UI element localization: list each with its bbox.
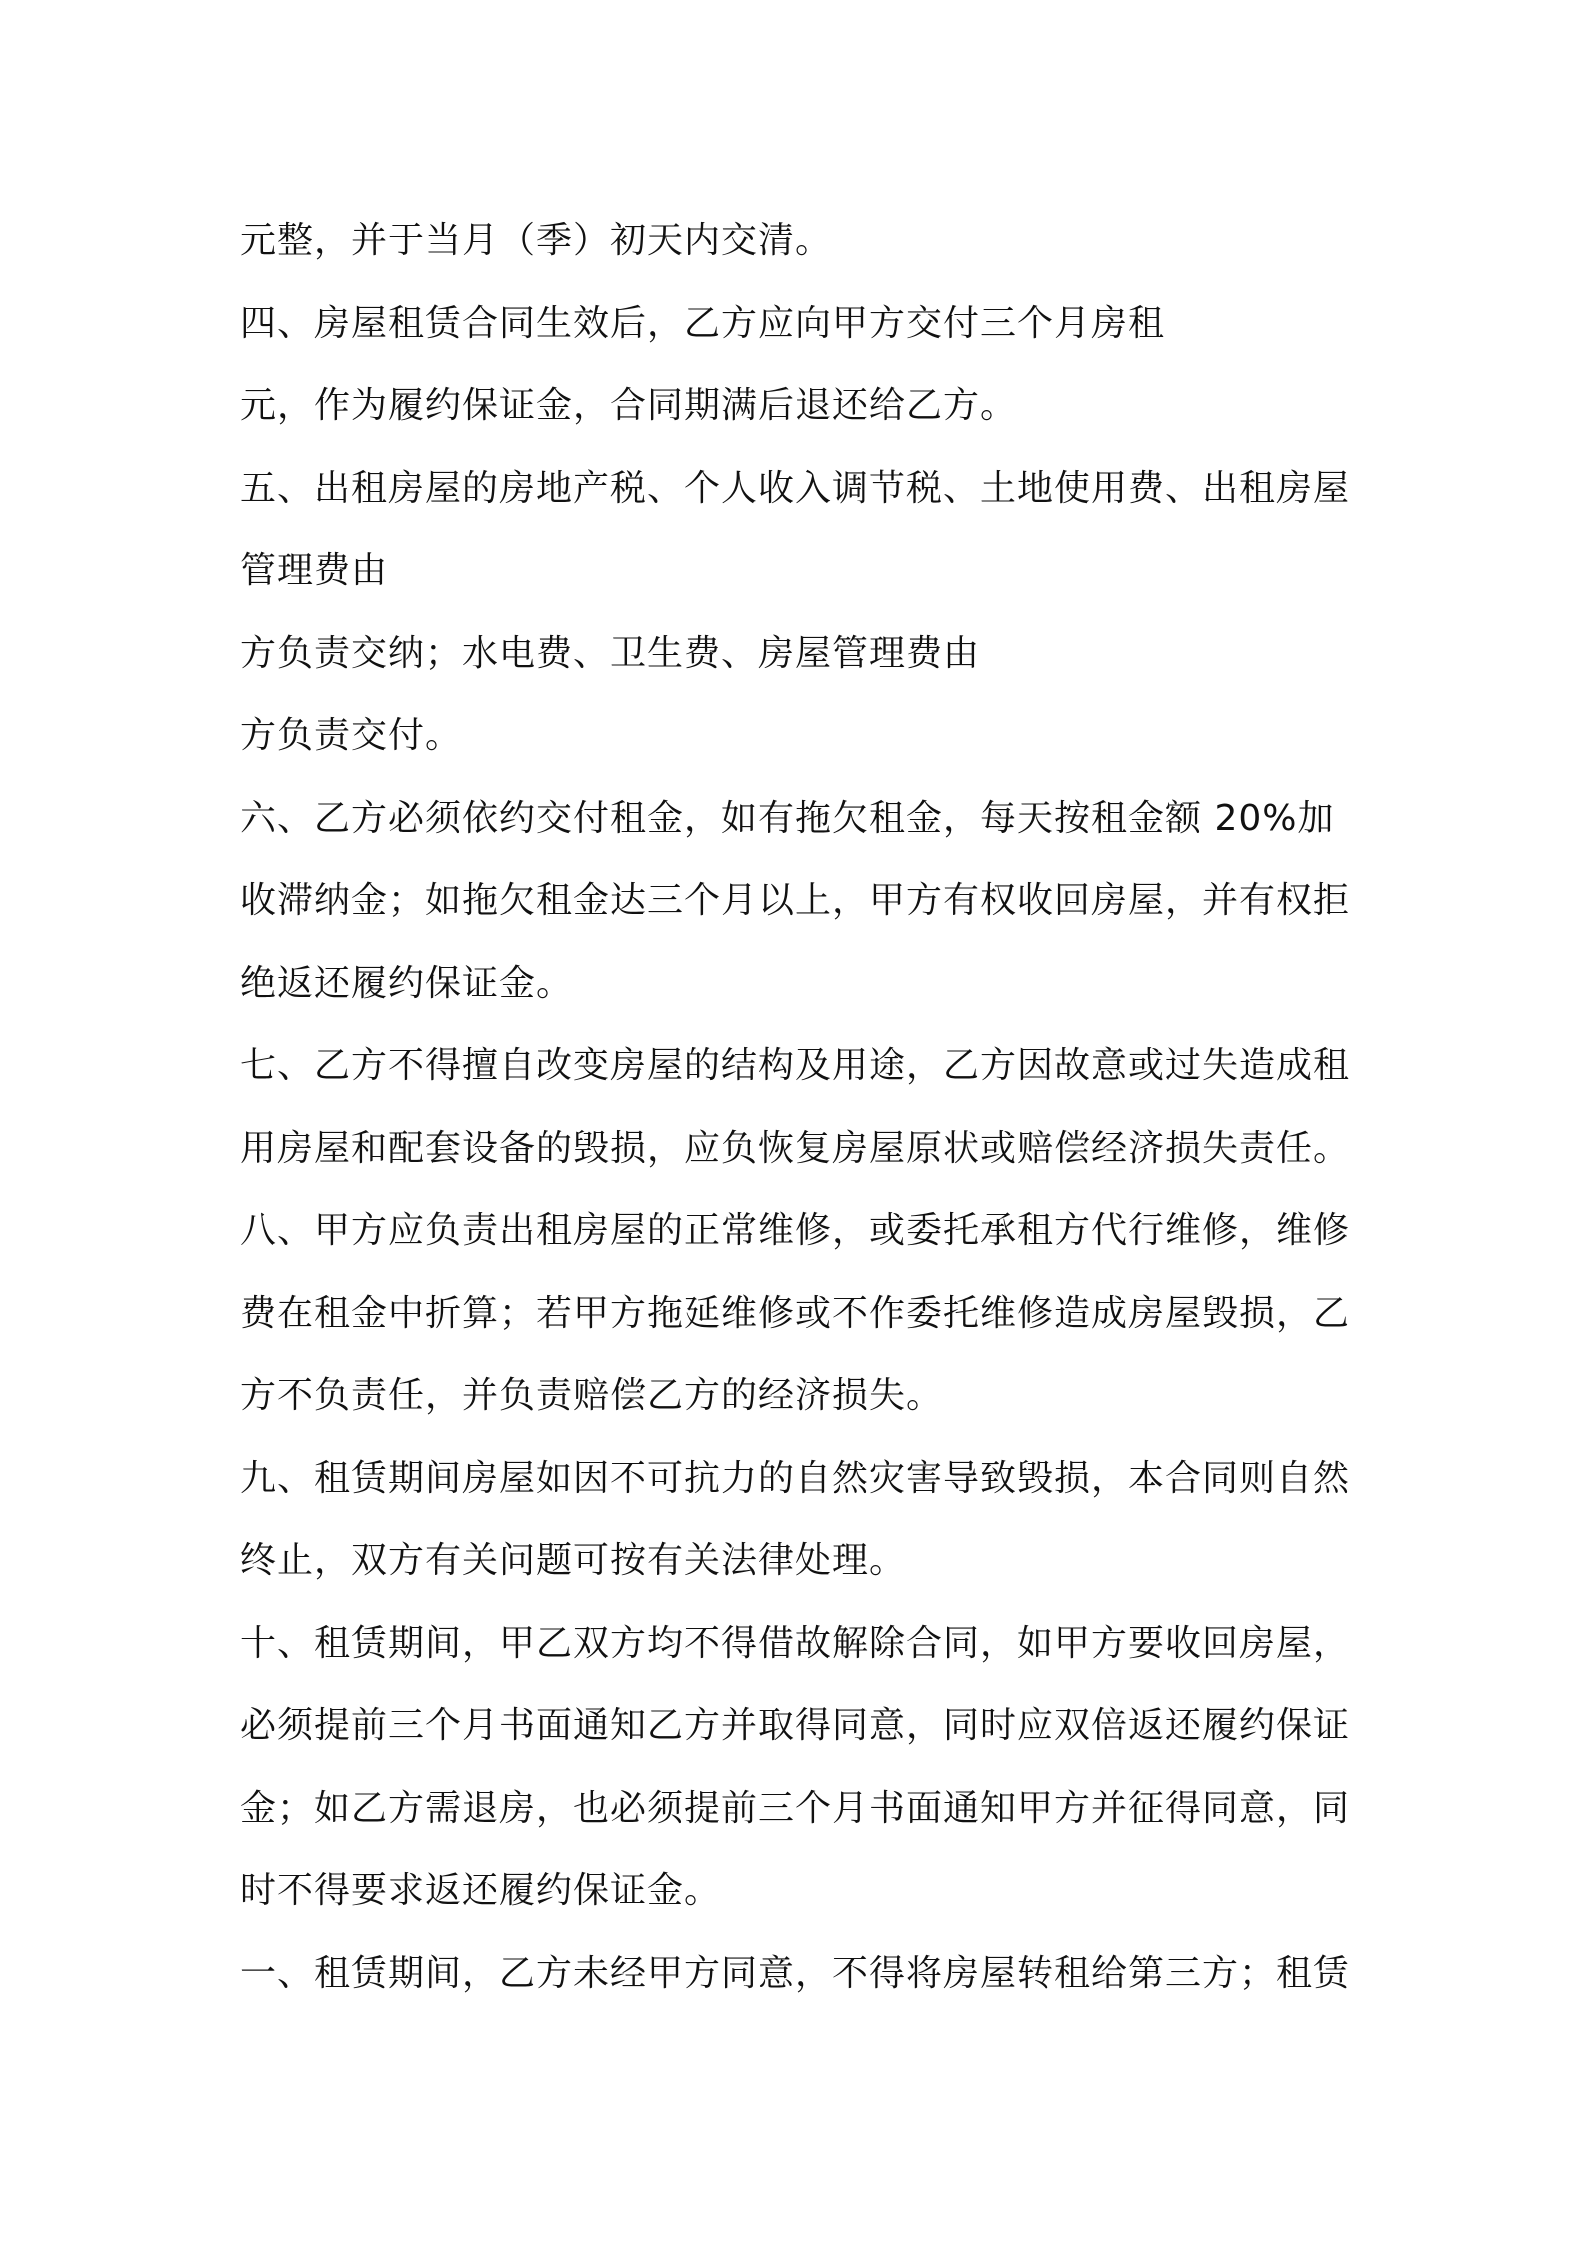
text-line: 方负责交纳；水电费、卫生费、房屋管理费由 xyxy=(240,632,981,674)
text-line: 绝返还履约保证金。 xyxy=(240,962,574,1004)
contract-text xyxy=(240,200,1370,2015)
text-line: 终止，双方有关问题可按有关法律处理。 xyxy=(240,1540,907,1581)
text-line: 元整，并于当月（季）初天内交清。 xyxy=(240,220,833,261)
text-line: 管理费由 xyxy=(240,550,389,591)
text-line: 八、甲方应负责出租房屋的正常维修，或委托承租方代行维修，维修 xyxy=(240,1210,1351,1251)
text-line: 金；如乙方需退房，也必须提前三个月书面通知甲方并征得同意，同 xyxy=(240,1787,1351,1829)
text-line: 六、乙方必须依约交付租金，如有拖欠租金，每天按租金额 20%加 xyxy=(240,797,1335,839)
text-line: 时不得要求返还履约保证金。 xyxy=(240,1870,722,1911)
text-line: 必须提前三个月书面通知乙方并取得同意，同时应双倍返还履约保证 xyxy=(240,1705,1351,1746)
text-line: 九、租赁期间房屋如因不可抗力的自然灾害导致毁损，本合同则自然 xyxy=(240,1457,1351,1499)
text-line: 五、出租房屋的房地产税、个人收入调节税、土地使用费、出租房屋 xyxy=(240,467,1351,509)
text-line: 方不负责任，并负责赔偿乙方的经济损失。 xyxy=(240,1375,944,1416)
text-line: 用房屋和配套设备的毁损，应负恢复房屋原状或赔偿经济损失责任。 xyxy=(240,1127,1351,1169)
text-line: 元，作为履约保证金，合同期满后退还给乙方。 xyxy=(240,385,1018,426)
text-line: 收滞纳金；如拖欠租金达三个月以上，甲方有权收回房屋，并有权拒 xyxy=(240,880,1351,921)
text-line: 四、房屋租赁合同生效后，乙方应向甲方交付三个月房租 xyxy=(240,302,1166,344)
text-line: 十、租赁期间，甲乙双方均不得借故解除合同，如甲方要收回房屋， xyxy=(240,1622,1351,1664)
text-line: 方负责交付。 xyxy=(240,715,463,756)
text-line: 费在租金中折算；若甲方拖延维修或不作委托维修造成房屋毁损，乙 xyxy=(240,1292,1351,1334)
text-line: 七、乙方不得擅自改变房屋的结构及用途，乙方因故意或过失造成租 xyxy=(240,1045,1351,1086)
text-line: 一、租赁期间，乙方未经甲方同意，不得将房屋转租给第三方；租赁 xyxy=(240,1952,1351,1994)
